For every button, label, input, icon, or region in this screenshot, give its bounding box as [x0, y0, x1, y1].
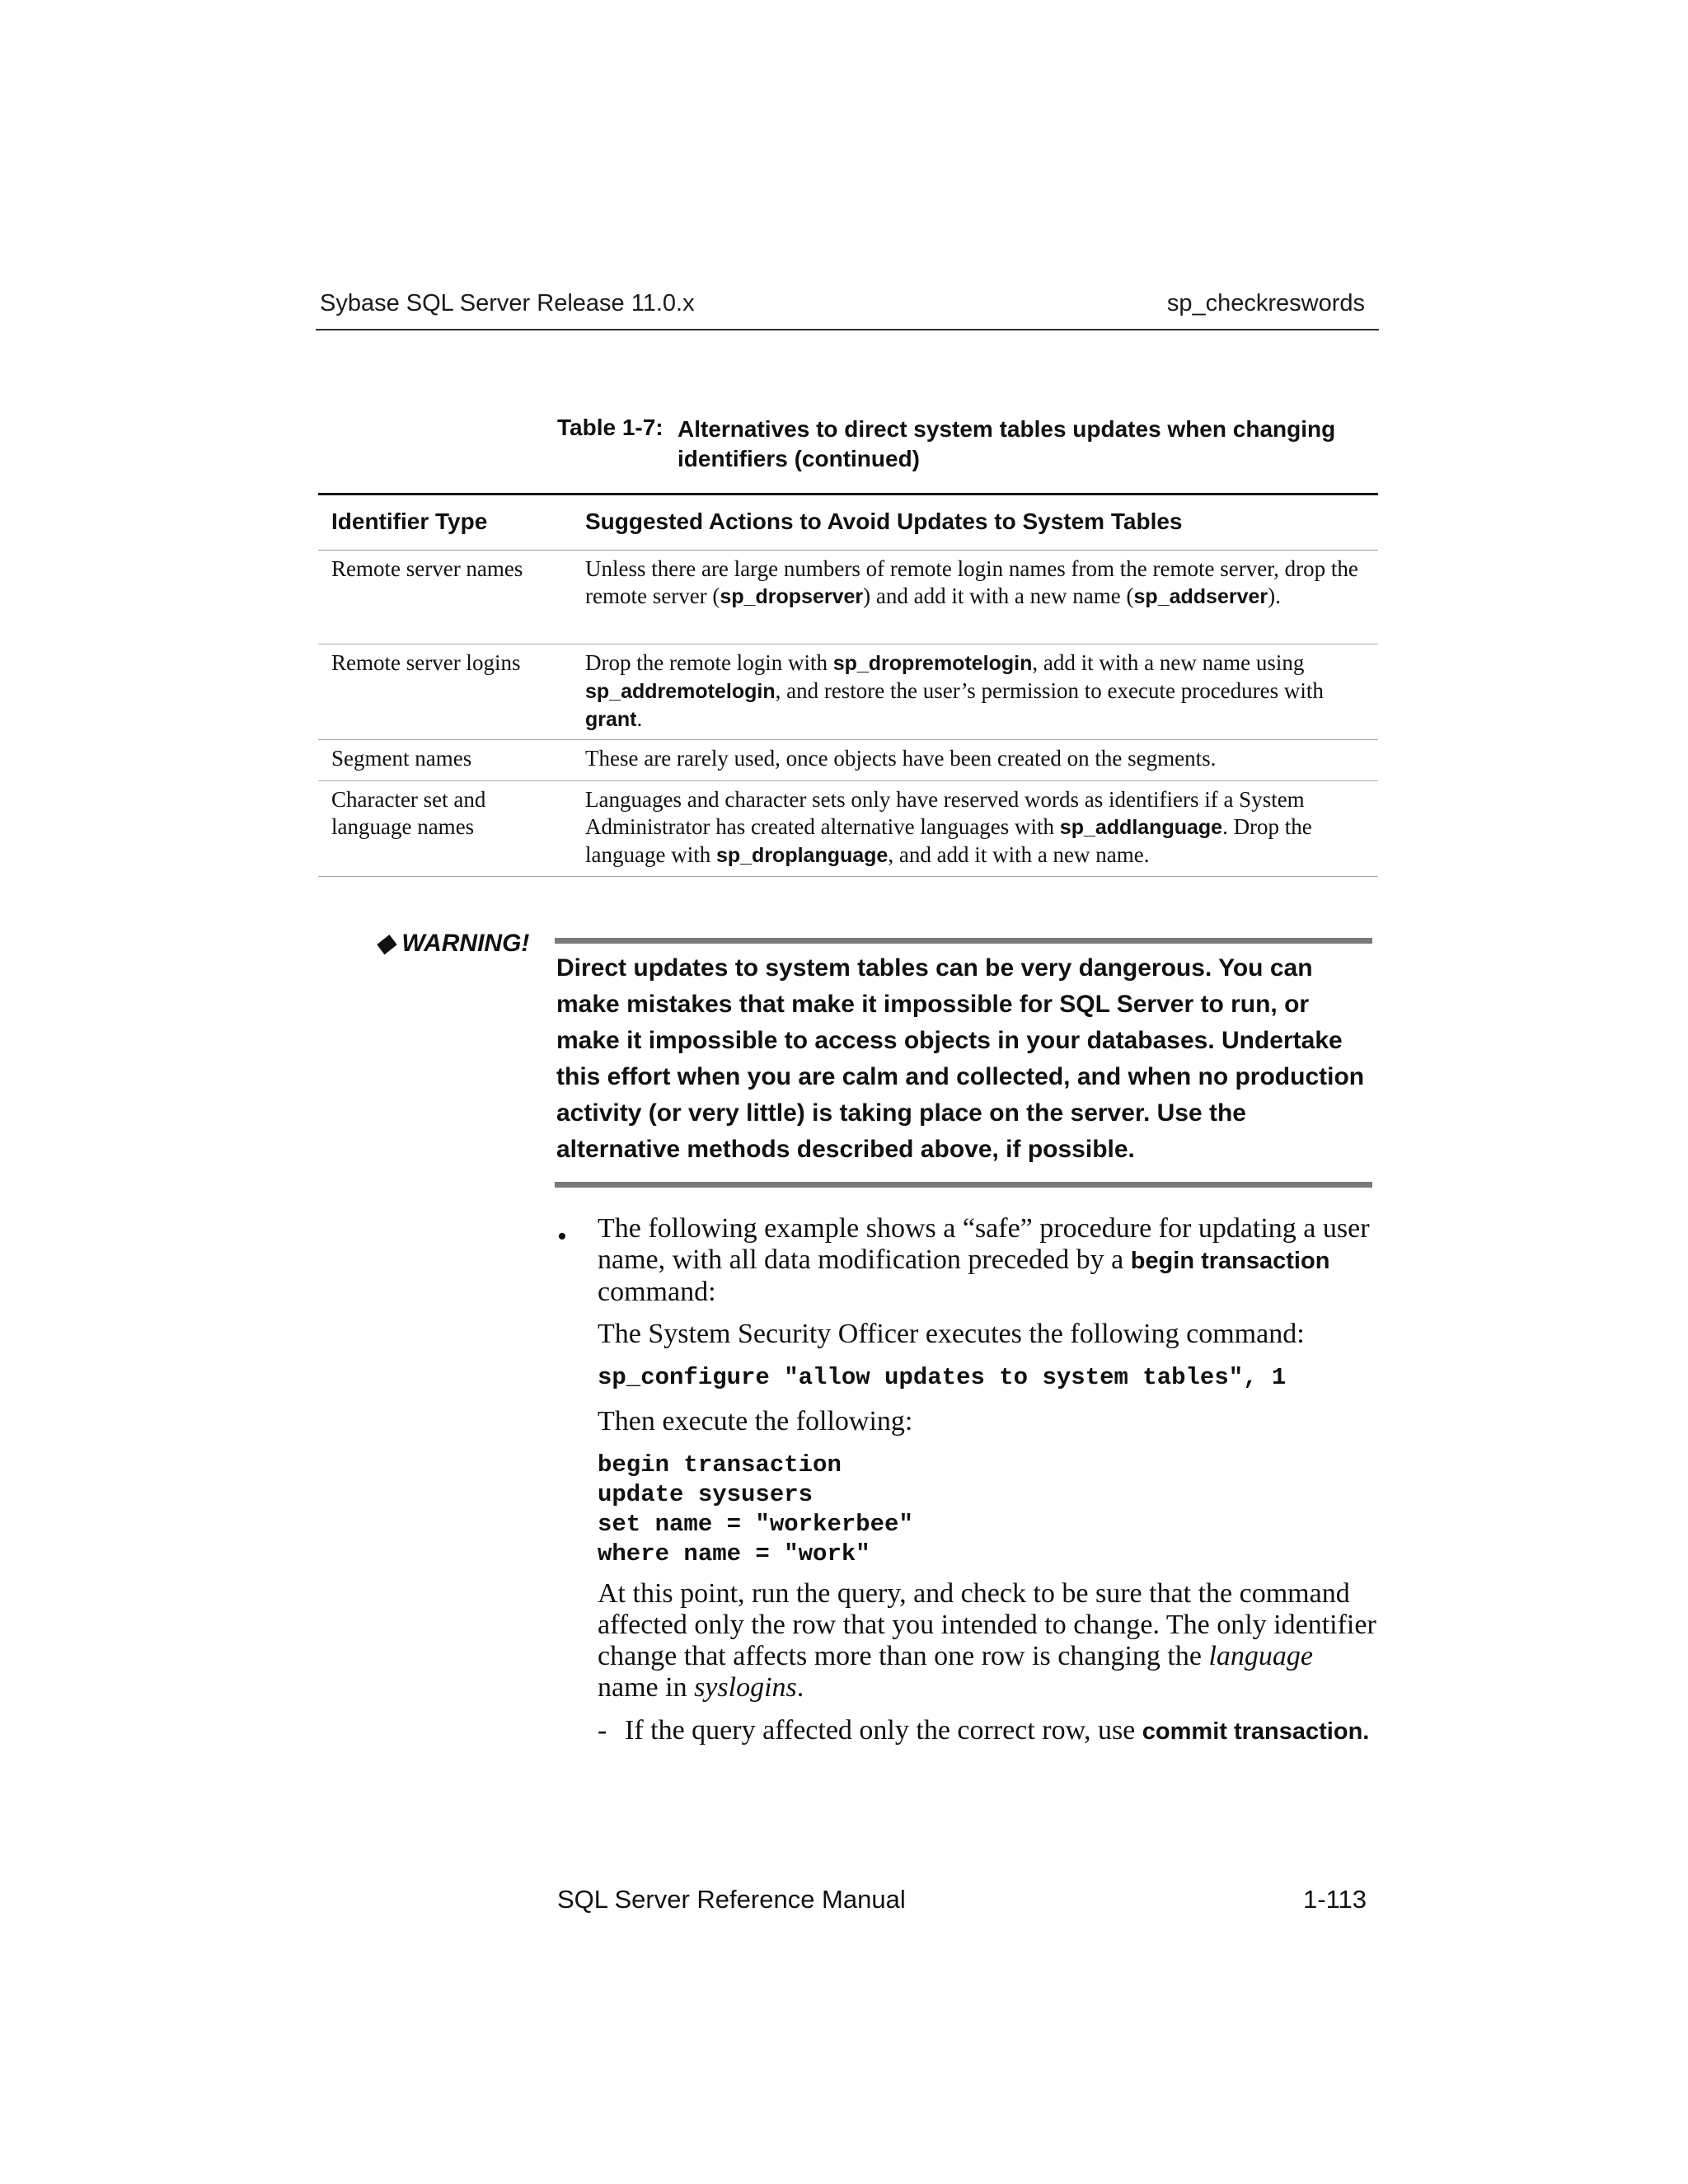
warning-text: Direct updates to system tables can be very dangerous. You can make mistakes that make it impossible for SQL Server to run, or make it impossible to access objects in your databases. Undertake this effort when you are calm and collected, and when no production activity (or very little) is taking place on the server. Use the alternative methods described above, if possible.: [556, 954, 1365, 1163]
code-block-configure: sp_configure "allow updates to system tables", 1: [598, 1364, 1287, 1391]
table-row: [318, 739, 1378, 781]
command-name: sp_dropremotelogin: [832, 652, 1033, 675]
table-row: [318, 780, 1378, 877]
dash-bullet-icon: -: [598, 1715, 607, 1746]
identifier-type-cell: Remote server logins: [331, 650, 521, 675]
command-name: commit transaction.: [1142, 1718, 1370, 1745]
identifier-type-cell: Remote server names: [331, 556, 523, 581]
column-header-suggested-actions: Suggested Actions to Avoid Updates to System Tables: [585, 509, 1183, 534]
table-header-row: [318, 495, 1378, 551]
identifier-type-cell: Character set and language names: [331, 787, 486, 839]
page-number: 1-113: [1303, 1885, 1367, 1914]
table-row: [318, 550, 1378, 644]
warning-top-rule: [555, 938, 1372, 944]
running-header-section: sp_checkreswords: [1166, 290, 1365, 316]
code-block-transaction: begin transaction update sysusers set name = "workerbee" where name = "work": [598, 1451, 913, 1568]
command-name: sp_droplanguage: [715, 844, 889, 867]
command-name: begin transaction: [1130, 1248, 1330, 1274]
table-row: [318, 644, 1378, 740]
suggested-action-cell: Languages and character sets only have reserved words as identifiers if a System Administrator has created alternative languages with sp_addlanguage. Drop the language with sp_droplanguage, and add it with a new name.: [585, 787, 1312, 867]
warning-label: ◆ WARNING!: [376, 930, 530, 957]
then-paragraph: Then execute the following:: [598, 1406, 913, 1436]
bullet-icon: •: [557, 1221, 567, 1252]
diamond-icon: ◆: [376, 930, 396, 957]
check-paragraph: At this point, run the query, and check to be sure that the command affected only the row that you intended to change. The only identifier change that affects more than one row is changing the language name in syslogins.: [598, 1578, 1376, 1703]
suggested-action-cell: These are rarely used, once objects have been created on the segments.: [585, 746, 1217, 771]
column-header-identifier-type: Identifier Type: [331, 509, 488, 534]
suggested-action-cell: Unless there are large numbers of remote login names from the remote server, drop the remote server (sp_dropserver) and add it with a new name (sp_addserver).: [585, 556, 1358, 608]
command-name: grant: [585, 708, 637, 731]
command-name: sp_dropserver: [720, 585, 864, 608]
table-caption-text: Alternatives to direct system tables updates when changing identifiers (continued): [678, 416, 1336, 471]
header-rule: [316, 329, 1379, 330]
command-name: sp_addserver: [1133, 585, 1268, 608]
command-name: sp_addremotelogin: [585, 680, 776, 703]
identifier-type-cell: Segment names: [331, 746, 472, 771]
warning-bottom-rule: [555, 1182, 1372, 1188]
commit-paragraph: If the query affected only the correct row, use commit transaction.: [625, 1715, 1370, 1746]
example-intro-paragraph: The following example shows a “safe” procedure for updating a user name, with all data modification preceded by a begin transaction command:: [598, 1213, 1370, 1307]
table-caption-label: Table 1-7:: [557, 415, 663, 440]
running-header-title: Sybase SQL Server Release 11.0.x: [320, 290, 695, 316]
sso-paragraph: The System Security Officer executes the following command:: [598, 1319, 1305, 1349]
suggested-action-cell: Drop the remote login with sp_dropremotelogin, add it with a new name using sp_addremotelogin, and restore the user’s permission to execute procedures with grant.: [585, 650, 1324, 731]
footer-manual-title: SQL Server Reference Manual: [557, 1885, 906, 1914]
command-name: sp_addlanguage: [1059, 816, 1223, 839]
